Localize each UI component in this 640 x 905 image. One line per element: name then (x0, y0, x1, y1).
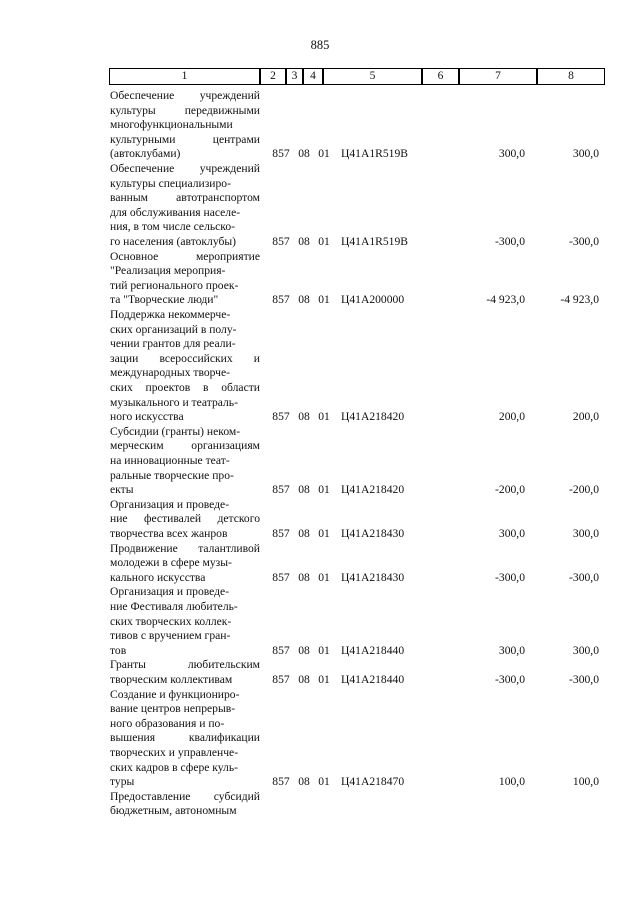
description-line: "Реализация мероприя- (110, 264, 226, 278)
description-line: кального искусства (110, 570, 206, 584)
header-col-6: 6 (422, 68, 459, 85)
description-line: культурными центрами (110, 132, 260, 146)
description-line: Предоставление субсидий (110, 789, 260, 803)
description-line: ских кадров в сфере куль- (110, 760, 238, 774)
table-row (110, 308, 605, 425)
description-line: для обслуживания населе- (110, 205, 241, 219)
amount-year2-cell: 300,0 (572, 526, 599, 540)
table-header (110, 68, 605, 85)
section-cell: 08 (298, 672, 310, 686)
code-cell: 857 (272, 672, 290, 686)
amount-year2-cell: 100,0 (572, 775, 599, 789)
table-row (110, 542, 605, 586)
description-line: творчества всех жанров (110, 526, 228, 540)
header-col-4: 4 (303, 68, 323, 85)
description-line: Организация и проведе- (110, 585, 230, 599)
row-description (110, 585, 260, 658)
subsection-cell: 01 (318, 643, 330, 657)
code-cell: 857 (272, 483, 290, 497)
subsection-cell: 01 (318, 570, 330, 584)
description-line: бюджетным, автономным (110, 804, 237, 818)
row-description (110, 790, 260, 819)
description-line: Основное мероприятие (110, 249, 260, 263)
amount-year2-cell: 300,0 (572, 147, 599, 161)
description-line: тов (110, 643, 127, 657)
amount-year1-cell: -300,0 (495, 235, 525, 248)
target-article-cell: Ц41А1R519В (341, 235, 408, 248)
table-row (110, 89, 605, 162)
amount-year2-cell: -4 923,0 (560, 293, 599, 307)
amount-year1-cell: 100,0 (498, 775, 525, 789)
row-description (110, 162, 260, 250)
description-line: ние Фестиваля любитель- (110, 599, 238, 613)
description-line: многофункциональными (110, 118, 233, 132)
description-line: ного искусства (110, 410, 184, 424)
description-line: чении грантов для реали- (110, 337, 236, 351)
header-col-3: 3 (286, 68, 303, 85)
section-cell: 08 (298, 775, 310, 789)
description-line: зации всероссийских и (110, 351, 260, 365)
header-col-2: 2 (260, 68, 286, 85)
amount-year1-cell: -4 923,0 (486, 293, 525, 307)
description-line: ских проектов в области (110, 380, 260, 394)
table-row (110, 585, 605, 658)
description-line: та "Творческие люди" (110, 293, 219, 307)
row-description (110, 688, 260, 790)
description-line: ских творческих коллек- (110, 614, 232, 628)
section-cell: 08 (298, 526, 310, 540)
code-cell: 857 (272, 410, 290, 424)
target-article-cell: Ц41А218470 (341, 775, 405, 789)
code-cell: 857 (272, 775, 290, 789)
table-row (110, 162, 605, 250)
description-line: Создание и функциониро- (110, 687, 240, 701)
header-col-8: 8 (537, 68, 605, 85)
target-article-cell: Ц41А218440 (341, 672, 405, 686)
description-line: ние фестивалей детского (110, 512, 260, 526)
description-line: ного образования и по- (110, 716, 225, 730)
amount-year2-cell: -300,0 (569, 570, 599, 584)
description-line: культуры специализиро- (110, 176, 231, 190)
section-cell: 08 (298, 570, 310, 584)
description-line: творческих и управленче- (110, 745, 239, 759)
description-line: Обеспечение учреждений (110, 162, 260, 175)
amount-year2-cell: -300,0 (569, 235, 599, 248)
table-row (110, 688, 605, 790)
description-line: ских организаций в полу- (110, 322, 237, 336)
subsection-cell: 01 (318, 293, 330, 307)
description-line: го населения (автоклубы) (110, 234, 237, 248)
description-line: культуры передвижными (110, 103, 260, 117)
description-line: Продвижение талантливой (110, 541, 260, 555)
page-number: 885 (310, 38, 330, 52)
table-row (110, 498, 605, 542)
table-row (110, 425, 605, 498)
target-article-cell: Ц41А1R519В (341, 147, 408, 161)
description-line: вышения квалификации (110, 731, 260, 745)
amount-year2-cell: 300,0 (572, 643, 599, 657)
row-description (110, 425, 260, 498)
description-line: международных творче- (110, 366, 230, 380)
section-cell: 08 (298, 483, 310, 497)
subsection-cell: 01 (318, 775, 330, 789)
target-article-cell: Ц41А218420 (341, 483, 405, 497)
subsection-cell: 01 (318, 526, 330, 540)
code-cell: 857 (272, 235, 290, 248)
description-line: Обеспечение учреждений (110, 89, 260, 102)
description-line: творческим коллективам (110, 672, 233, 686)
section-cell: 08 (298, 293, 310, 307)
description-line: (автоклубами) (110, 147, 181, 161)
section-cell: 08 (298, 643, 310, 657)
row-description (110, 542, 260, 586)
description-line: ральные творческие про- (110, 468, 234, 482)
description-line: ния, в том числе сельско- (110, 220, 236, 234)
target-article-cell: Ц41А218420 (341, 410, 405, 424)
target-article-cell: Ц41А200000 (341, 293, 405, 307)
description-line: музыкального и театраль- (110, 395, 238, 409)
subsection-cell: 01 (318, 235, 330, 248)
row-description (110, 89, 260, 162)
code-cell: 857 (272, 643, 290, 657)
description-line: екты (110, 483, 134, 497)
amount-year1-cell: -300,0 (495, 570, 525, 584)
table-row (110, 790, 605, 819)
description-line: Гранты любительским (110, 658, 260, 672)
amount-year2-cell: -300,0 (569, 672, 599, 686)
subsection-cell: 01 (318, 147, 330, 161)
table-row (110, 250, 605, 308)
amount-year2-cell: -200,0 (569, 483, 599, 497)
code-cell: 857 (272, 570, 290, 584)
code-cell: 857 (272, 147, 290, 161)
subsection-cell: 01 (318, 410, 330, 424)
description-line: тивов с вручением гран- (110, 629, 231, 643)
description-line: тий регионального проек- (110, 278, 239, 292)
target-article-cell: Ц41А218430 (341, 526, 405, 540)
table-row (110, 658, 605, 687)
description-line: мерческим организациям (110, 439, 260, 453)
header-col-7: 7 (459, 68, 537, 85)
header-col-1: 1 (109, 68, 260, 85)
header-col-5: 5 (323, 68, 422, 85)
description-line: Организация и проведе- (110, 497, 230, 511)
description-line: молодежи в сфере музы- (110, 556, 232, 570)
subsection-cell: 01 (318, 672, 330, 686)
section-cell: 08 (298, 410, 310, 424)
description-line: на инновационные теат- (110, 453, 230, 467)
section-cell: 08 (298, 147, 310, 161)
row-description (110, 308, 260, 425)
subsection-cell: 01 (318, 483, 330, 497)
description-line: туры (110, 775, 135, 789)
target-article-cell: Ц41А218430 (341, 570, 405, 584)
code-cell: 857 (272, 293, 290, 307)
section-cell: 08 (298, 235, 310, 248)
amount-year2-cell: 200,0 (572, 410, 599, 424)
amount-year1-cell: -200,0 (495, 483, 525, 497)
amount-year1-cell: 300,0 (498, 526, 525, 540)
amount-year1-cell: -300,0 (495, 672, 525, 686)
description-line: Субсидии (гранты) неком- (110, 424, 241, 438)
target-article-cell: Ц41А218440 (341, 643, 405, 657)
amount-year1-cell: 300,0 (498, 147, 525, 161)
code-cell: 857 (272, 526, 290, 540)
row-description (110, 498, 260, 542)
row-description (110, 658, 260, 687)
row-description (110, 250, 260, 308)
description-line: ванным автотранспортом (110, 191, 260, 205)
description-line: вание центров непрерыв- (110, 702, 236, 716)
description-line: Поддержка некоммерче- (110, 308, 231, 321)
amount-year1-cell: 300,0 (498, 643, 525, 657)
amount-year1-cell: 200,0 (498, 410, 525, 424)
